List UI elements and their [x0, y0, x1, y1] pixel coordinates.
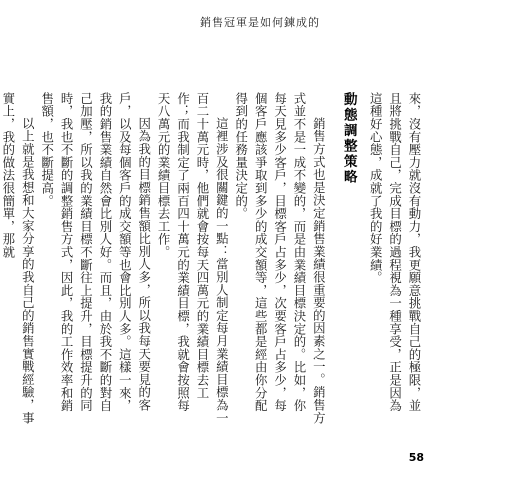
body-text: [0, 92, 424, 424]
running-header: 銷售冠軍是如何鍊成的: [200, 16, 320, 29]
paragraph: 以上就是我想和大家分享的我自己的銷售實戰經驗，事實上，我的做法很簡單，那就: [0, 92, 36, 424]
page-number: 58: [408, 451, 424, 464]
paragraph-continued: 來，沒有壓力就沒有動力，我更願意挑戰自己的極限，並且將挑戰自己，完成目標的過程視為一種享受，正是因為這種好心態，成就了我的好業績。: [368, 92, 422, 412]
section-heading: 動態調整策略: [340, 92, 357, 185]
paragraph: 因為我的目標銷售額比別人多，所以我每天要見的客戶，以及每個客戶的成交額等也會比別人多。這樣一來，我的銷售業績自然會比別人好。而且，由於我不斷的對自己加壓，所以我的業績目標不斷往上提升，目標提升的同時，我也不斷的調整銷售方式，因此，我的工作效率和銷售額，也不斷提高。: [39, 92, 152, 412]
paragraph: 這裡涉及很關鍵的一點：當別人制定每月業績目標為一百二十萬元時，他們就會按每天四萬元的業績目標去工作；而我制定了兩百四十萬元的業績目標，我就會按照每天八萬元的業績目標去工作。: [156, 92, 230, 424]
paragraph: 銷售方式也是決定銷售業績很重要的因素之一。銷售方式並不是一成不變的，而是由業績目標決定的。比如，你每天見多少客戶，目標客戶占多少，次要客戶占多少，每個客戶應該爭取到多少的成交額等，這些都是經由你分配得到的任務量決定的。: [233, 92, 327, 424]
